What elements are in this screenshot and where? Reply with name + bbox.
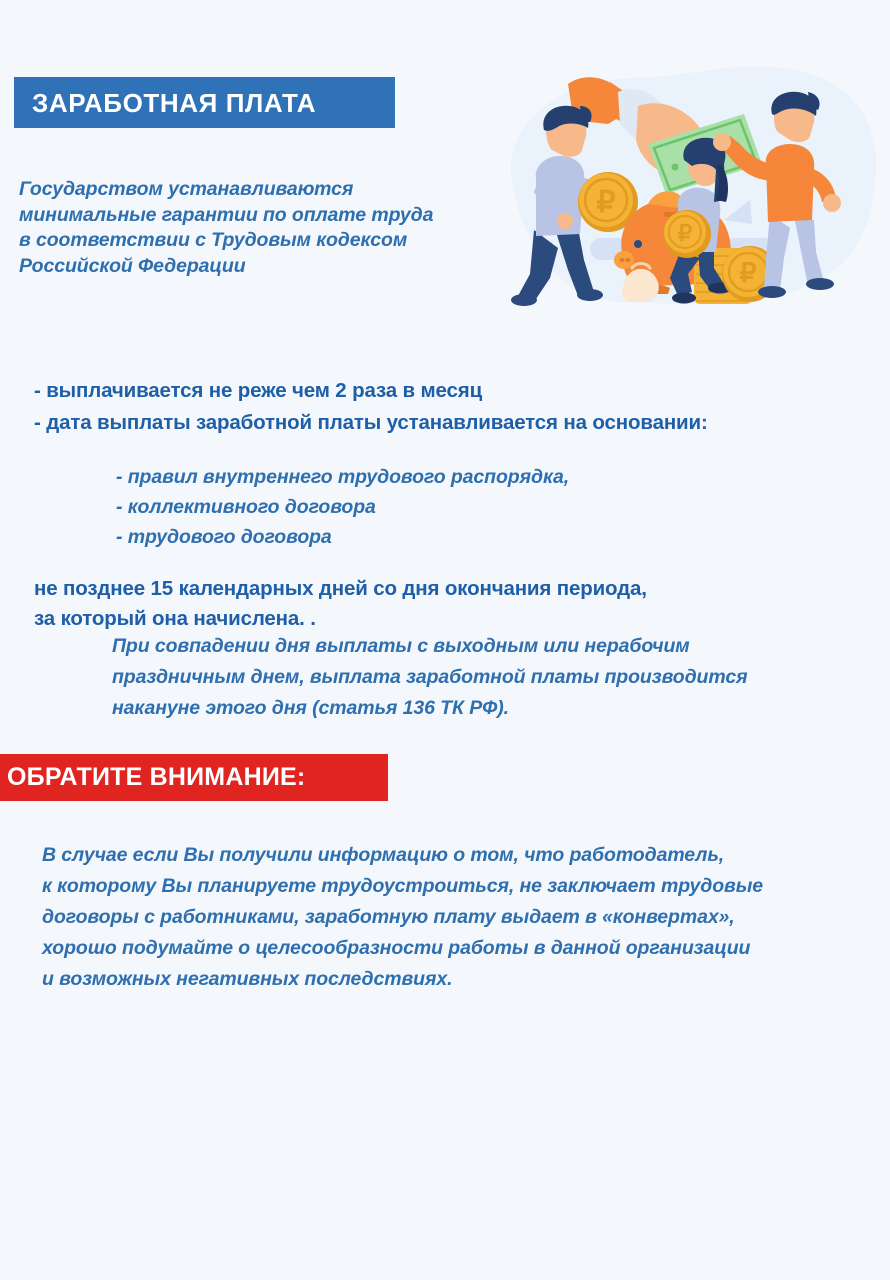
ruble-coin-center — [663, 210, 711, 258]
intro-paragraph — [19, 177, 489, 279]
page-title-banner — [14, 77, 395, 128]
intro-line: Российской Федерации — [19, 254, 246, 277]
sub-bullet-item: - правил внутреннего трудового распорядка, — [116, 466, 570, 488]
page-title: ЗАРАБОТНАЯ ПЛАТА — [32, 87, 317, 118]
bullet-item: - выплачивается не реже чем 2 раза в месяц — [34, 379, 483, 402]
svg-text:₽: ₽ — [596, 186, 616, 219]
bullet-item: - дата выплаты заработной платы устанавливается на основании: — [34, 411, 708, 434]
sub-bullet-item: - трудового договора — [116, 526, 332, 548]
intro-line: Государством устанавливаются — [19, 178, 354, 200]
deadline-line: за который она начислена. . — [34, 607, 316, 630]
intro-line: в соответствии с Трудовым кодексом — [19, 229, 408, 251]
svg-text:₽: ₽ — [677, 220, 693, 246]
warning-line: хорошо подумайте о целесообразности работы в данной организации — [42, 937, 751, 959]
warning-line: В случае если Вы получили информацию о том, что работодатель, — [42, 844, 725, 866]
warning-line: договоры с работниками, заработную плату выдает в «конвертах», — [42, 906, 735, 928]
warning-paragraph — [42, 840, 872, 995]
main-bullet-list — [34, 375, 864, 439]
note-line: При совпадении дня выплаты с выходным или нерабочим — [112, 635, 690, 657]
holiday-note-paragraph — [112, 631, 890, 724]
salary-payment-illustration — [472, 52, 890, 310]
sub-bullet-item: - коллективного договора — [116, 496, 376, 518]
warning-line: и возможных негативных последствиях. — [42, 968, 453, 990]
intro-line: минимальные гарантии по оплате труда — [19, 203, 434, 226]
deadline-line: не позднее 15 календарных дней со дня окончания периода, — [34, 577, 647, 600]
attention-title: ОБРАТИТЕ ВНИМАНИЕ: — [7, 763, 306, 791]
attention-banner — [0, 754, 388, 801]
note-line: накануне этого дня (статья 136 ТК РФ). — [112, 697, 509, 719]
sub-bullet-list — [116, 462, 816, 552]
note-line: праздничным днем, выплата заработной платы производится — [112, 666, 748, 688]
warning-line: к которому Вы планируете трудоустроиться, не заключает трудовые — [42, 875, 763, 897]
svg-text:₽: ₽ — [739, 258, 757, 288]
deadline-statement — [34, 574, 864, 634]
